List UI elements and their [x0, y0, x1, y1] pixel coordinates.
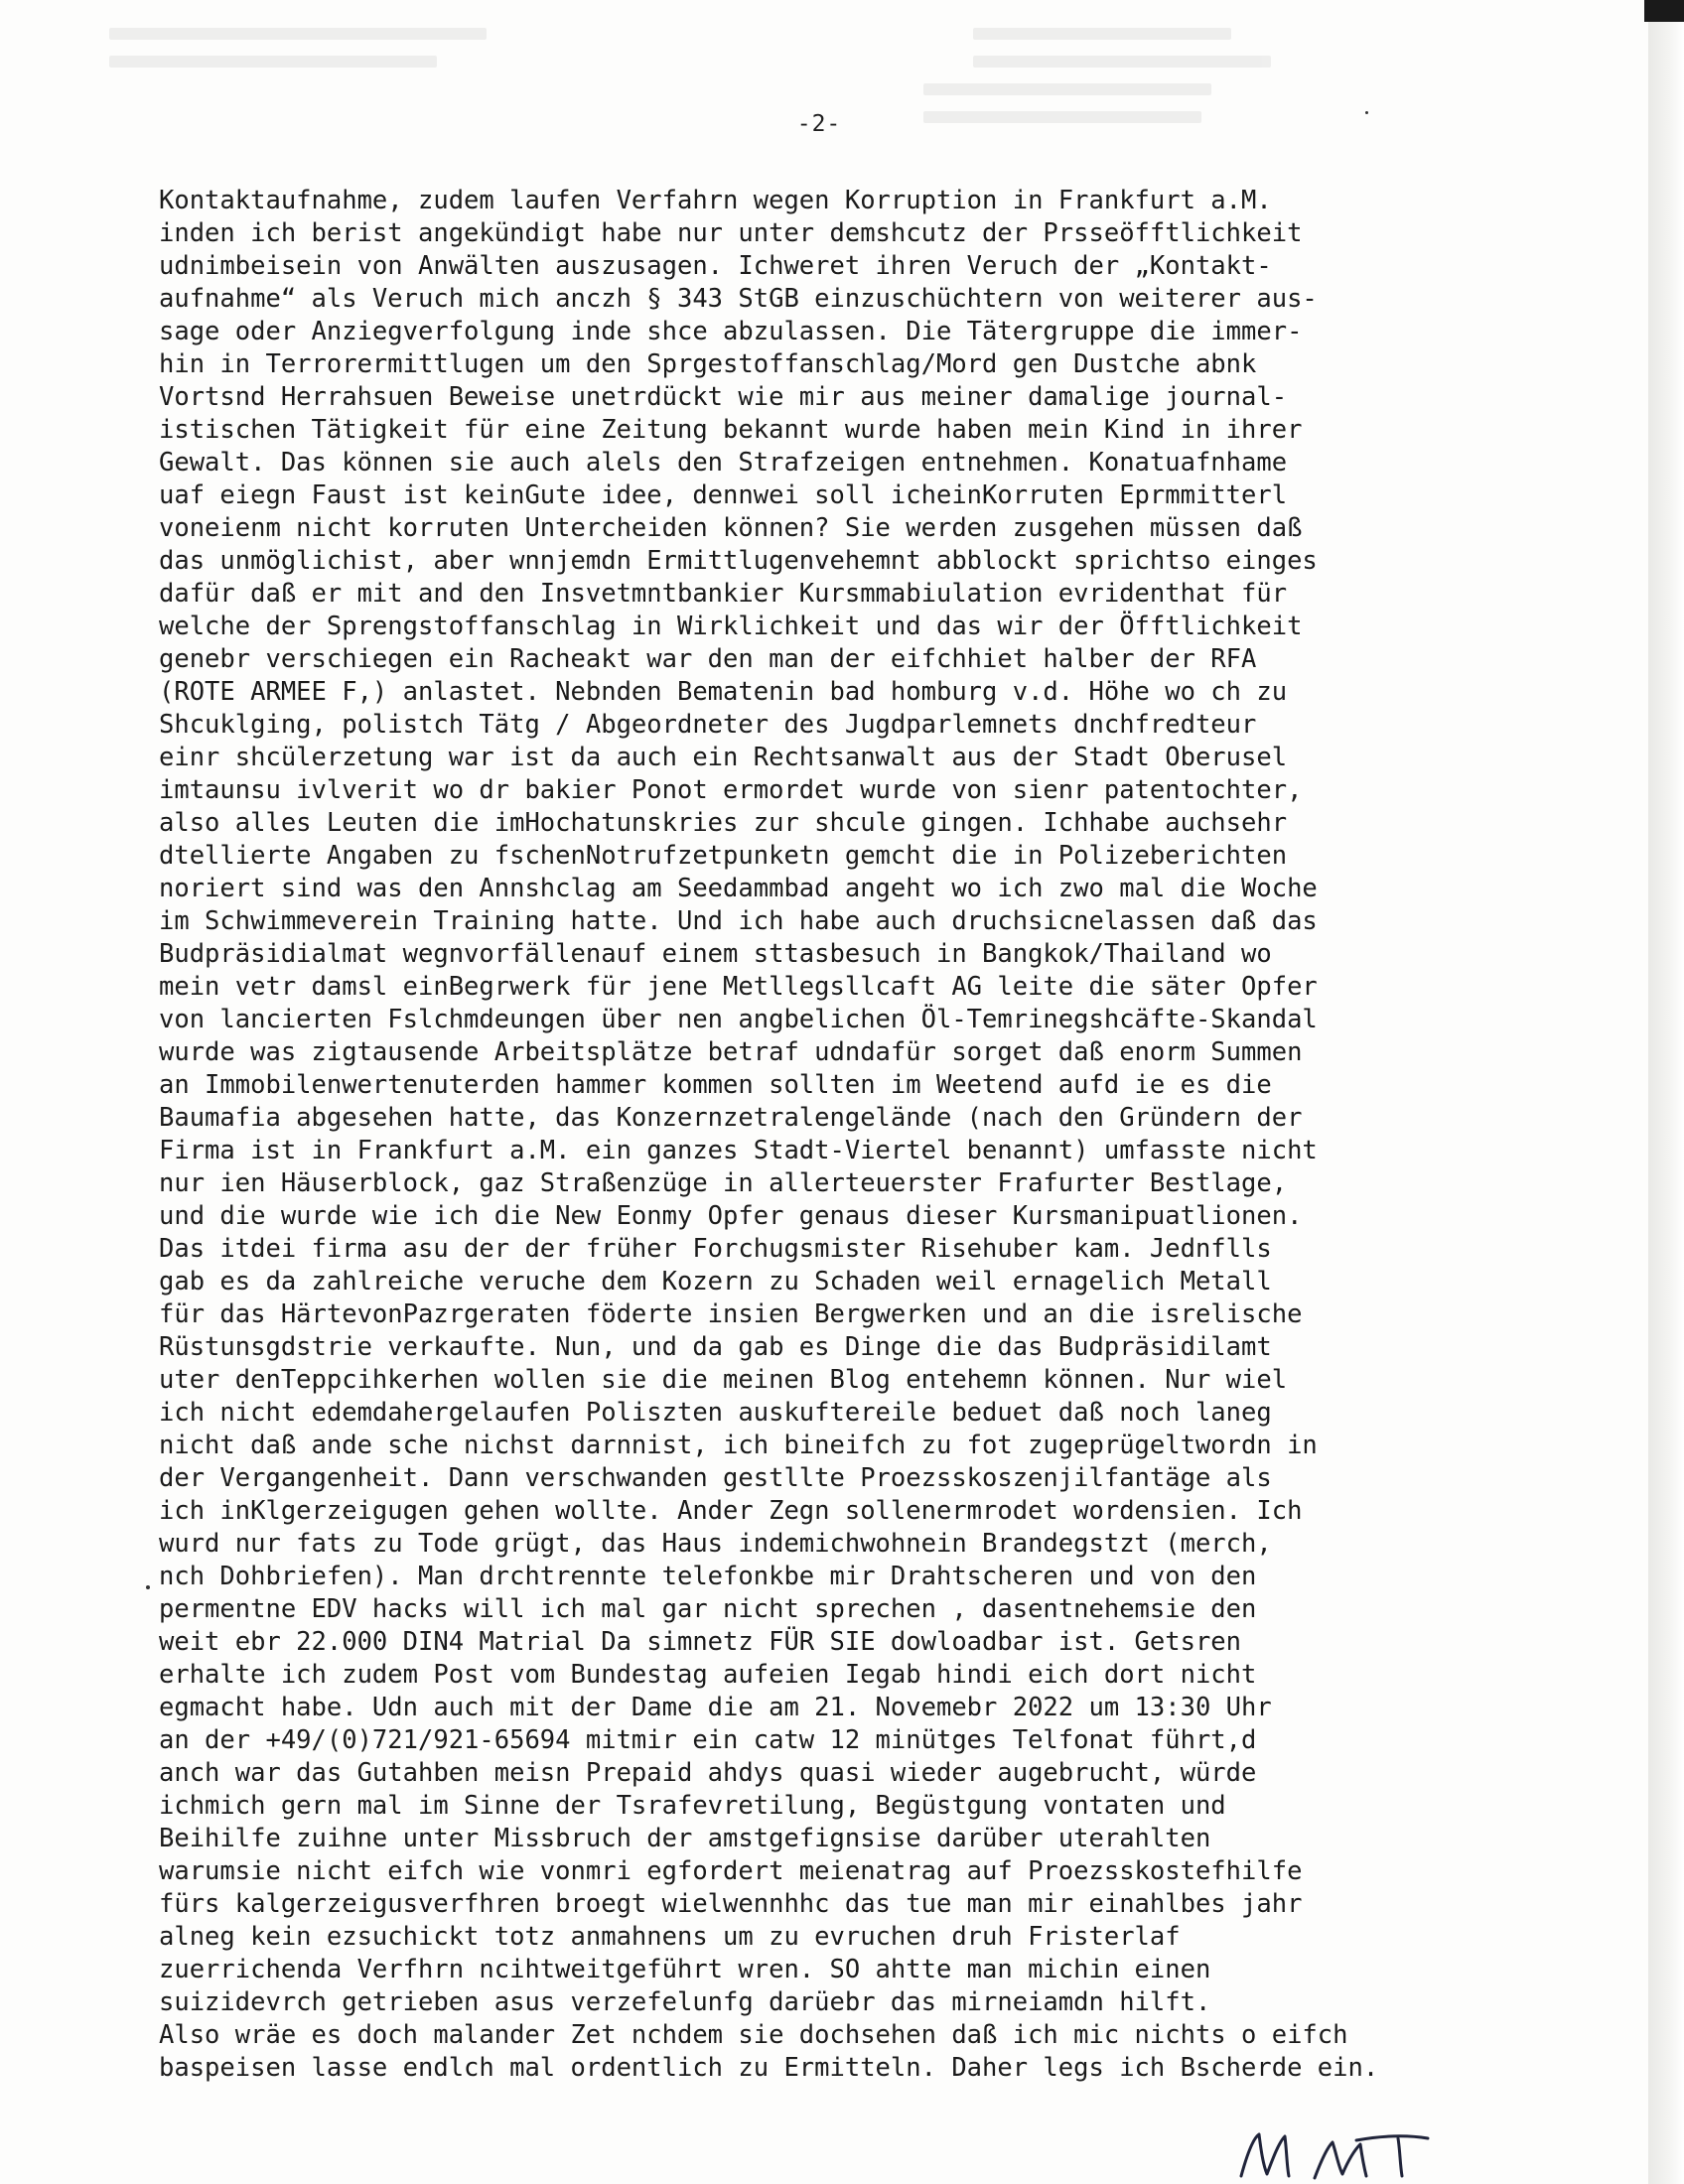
body-line: das unmöglichist, aber wnnjemdn Ermittlugenvehemnt abblockt sprichtso einges [159, 546, 1318, 576]
body-line: an Immobilenwertenuterden hammer kommen sollten im Weetend aufd ie es die [159, 1070, 1272, 1100]
body-line: anch war das Gutahben meisn Prepaid ahdys quasi wieder augebrucht, würde [159, 1758, 1257, 1788]
body-line: also alles Leuten die imHochatunskries zur shcule gingen. Ichhabe auchsehr [159, 808, 1288, 838]
body-line: sage oder Anziegverfolgung inde shce abzulassen. Die Tätergruppe die immer- [159, 317, 1303, 346]
body-line: an der +49/(0)721/921-65694 mitmir ein catw 12 minütges Telfonat führt,d [159, 1725, 1257, 1755]
body-line: udnimbeisein von Anwälten auszusagen. Ichweret ihren Veruch der „Kontakt- [159, 251, 1272, 281]
body-line: ichmich gern mal im Sinne der Tsrafevretilung, Begüstgung vontaten und [159, 1791, 1226, 1821]
body-line: Vortsnd Herrahsuen Beweise unetrdückt wie mir aus meiner damalige journal- [159, 382, 1288, 412]
body-line: Firma ist in Frankfurt a.M. ein ganzes Stadt-Viertel benannt) umfasste nicht [159, 1136, 1318, 1165]
body-line: istischen Tätigkeit für eine Zeitung bekannt wurde haben mein Kind in ihrer [159, 415, 1303, 445]
scan-corner [1644, 0, 1684, 22]
body-line: Baumafia abgesehen hatte, das Konzernzetralengelände (nach den Gründern der [159, 1103, 1303, 1133]
body-line: nicht daß ande sche nichst darnnist, ich bineifch zu fot zugeprügeltwordn in [159, 1431, 1318, 1460]
letter-body [159, 185, 1489, 2085]
body-line: Beihilfe zuihne unter Missbruch der amstgefignsise darüber uterahlten [159, 1824, 1211, 1853]
body-line: imtaunsu ivlverit wo dr bakier Ponot ermordet wurde von sienr patentochter, [159, 775, 1303, 805]
scan-speck [1365, 111, 1368, 114]
body-line: zuerrichenda Verfhrn ncihtweitgeführt wren. SO ahtte man michin einen [159, 1955, 1211, 1984]
body-line: erhalte ich zudem Post vom Bundestag aufeien Iegab hindi eich dort nicht [159, 1660, 1257, 1690]
body-line: im Schwimmeverein Training hatte. Und ich habe auch druchsicnelassen daß das [159, 906, 1318, 936]
body-line: (ROTE ARMEE F,) anlastet. Nebnden Bematenin bad homburg v.d. Höhe wo ch zu [159, 677, 1288, 707]
body-line: uaf eiegn Faust ist keinGute idee, dennwei soll icheinKorruten Eprmmitterl [159, 480, 1288, 510]
body-line: permentne EDV hacks will ich mal gar nicht sprechen , dasentnehemsie den [159, 1594, 1257, 1624]
body-line: voneienm nicht korruten Untercheiden können? Sie werden zusgehen müssen daß [159, 513, 1303, 543]
body-line: nch Dohbriefen). Man drchtrennte telefonkbe mir Drahtscheren und von den [159, 1562, 1257, 1591]
body-line: baspeisen lasse endlch mal ordentlich zu Ermitteln. Daher legs ich Bscherde ein. [159, 2053, 1379, 2083]
body-line: egmacht habe. Udn auch mit der Dame die am 21. Novemebr 2022 um 13:30 Uhr [159, 1693, 1272, 1722]
handwritten-signature-icon [1229, 2124, 1438, 2184]
body-line: aufnahme“ als Veruch mich anczh § 343 StGB einzuschüchtern von weiterer aus- [159, 284, 1318, 314]
body-line: dafür daß er mit and den Insvetmntbankier Kursmmabiulation evridenthat für [159, 579, 1288, 609]
body-line: mein vetr damsl einBegrwerk für jene Metllegsllcaft AG leite die säter Opfer [159, 972, 1318, 1002]
body-line: Budpräsidialmat wegnvorfällenauf einem sttasbesuch in Bangkok/Thailand wo [159, 939, 1272, 969]
body-line: genebr verschiegen ein Racheakt war den man der eifchhiet halber der RFA [159, 644, 1257, 674]
body-line: noriert sind was den Annshclag am Seedammbad angeht wo ich zwo mal die Woche [159, 874, 1318, 903]
scan-speck [146, 1585, 150, 1589]
body-line: uter denTeppcihkerhen wollen sie die meinen Blog entehemn können. Nur wiel [159, 1365, 1288, 1395]
body-line: ich inKlgerzeigugen gehen wollte. Ander Zegn sollenermrodet wordensien. Ich [159, 1496, 1303, 1526]
body-line: welche der Sprengstoffanschlag in Wirklichkeit und das wir der Öfftlichkeit [159, 612, 1303, 641]
body-line: wurd nur fats zu Tode grügt, das Haus indemichwohnein Brandegstzt (merch, [159, 1529, 1272, 1559]
body-line: weit ebr 22.000 DIN4 Matrial Da simnetz FÜR SIE dowloadbar ist. Getsren [159, 1627, 1242, 1657]
body-line: inden ich berist angekündigt habe nur unter demshcutz der Prsseöfftlichkeit [159, 218, 1303, 248]
body-line: warumsie nicht eifch wie vonmri egfordert meienatrag auf Proezsskostefhilfe [159, 1856, 1303, 1886]
body-line: alneg kein ezsuchickt totz anmahnens um zu evruchen druh Fristerlaf [159, 1922, 1181, 1952]
body-line: von lancierten Fslchmdeungen über nen angbelichen Öl-Temrinegshcäfte-Skandal [159, 1005, 1318, 1034]
body-line: fürs kalgerzeigusverfhren broegt wielwennhhc das tue man mir einahlbes jahr [159, 1889, 1303, 1919]
body-line: ich nicht edemdahergelaufen Poliszten auskuftereile beduet daß noch laneg [159, 1398, 1272, 1428]
body-line: und die wurde wie ich die New Eonmy Opfer genaus dieser Kursmanipuatlionen. [159, 1201, 1303, 1231]
body-line: Also wräe es doch malander Zet nchdem sie dochsehen daß ich mic nichts o eifch [159, 2020, 1348, 2050]
body-line: Rüstunsgdstrie verkaufte. Nun, und da gab es Dinge die das Budpräsidilamt [159, 1332, 1272, 1362]
body-line: hin in Terrorermittlugen um den Sprgestoffanschlag/Mord gen Dustche abnk [159, 349, 1257, 379]
body-line: suizidevrch getrieben asus verzefelunfg darüebr das mirneiamdn hilft. [159, 1987, 1211, 2017]
body-line: gab es da zahlreiche veruche dem Kozern zu Schaden weil ernagelich Metall [159, 1267, 1272, 1297]
body-line: Das itdei firma asu der der früher Forchugsmister Risehuber kam. Jednflls [159, 1234, 1272, 1264]
paper-edge [1648, 0, 1684, 2184]
body-line: wurde was zigtausende Arbeitsplätze betraf udndafür sorget daß enorm Summen [159, 1037, 1303, 1067]
body-line: für das HärtevonPazrgeraten föderte insien Bergwerken und an die isrelische [159, 1299, 1303, 1329]
body-line: der Vergangenheit. Dann verschwanden gestllte Proezsskoszenjilfantäge als [159, 1463, 1272, 1493]
body-line: Kontaktaufnahme, zudem laufen Verfahrn wegen Korruption in Frankfurt a.M. [159, 186, 1272, 215]
body-line: Gewalt. Das können sie auch alels den Strafzeigen entnehmen. Konatuafnhame [159, 448, 1288, 478]
body-line: nur ien Häuserblock, gaz Straßenzüge in allerteuerster Frafurter Bestlage, [159, 1168, 1288, 1198]
body-line: Shcuklging, polistch Tätg / Abgeordneter des Jugdparlemnets dnchfredteur [159, 710, 1257, 740]
page-number: -2- [796, 111, 842, 137]
body-line: dtellierte Angaben zu fschenNotrufzetpunketn gemcht die in Polizeberichten [159, 841, 1288, 871]
body-line: einr shcülerzetung war ist da auch ein Rechtsanwalt aus der Stadt Oberusel [159, 743, 1288, 772]
